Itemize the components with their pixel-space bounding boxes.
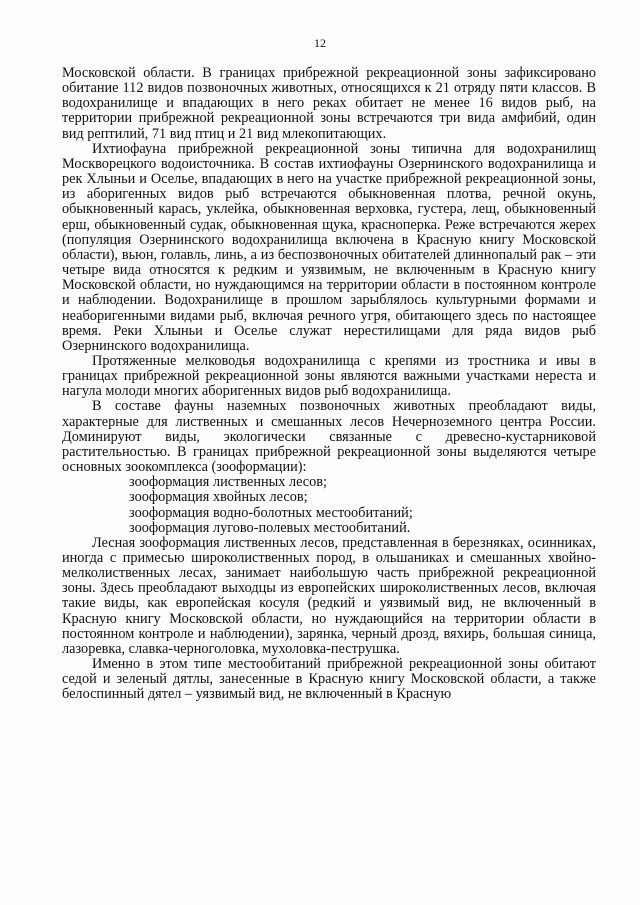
paragraph: Ихтиофауна прибрежной рекреационной зоны типична для водохранилищ Москворецкого водоисточника. В состав ихтиофауны Озернинского водохранилища и рек Хлыньи и Оселье, впадающих в него на участке прибрежной рекреационной зоны, из аборигенных видов рыб встречаются обыкновенная плотва, речной окунь, обыкновенный карась, уклейка, обыкновенная верховка, густера, лещ, обыкновенный ерш, обыкновенный судак, обыкновенная щука, красноперка. Реже встречаются жерех (популяция Озернинского водохранилища включена в Красную книгу Московской области), вьюн, голавль, линь, а из беспозвоночных обитателей длиннопалый рак – эти четыре вида относятся к редким и уязвимым, не включенным в Красную книгу Московской области, но нуждающимся на территории области в постоянном контроле и наблюдении. Водохранилище в прошлом зарыблялось культурными формами и неаборигенными видами рыб, включая речного угря, обитающего здесь по настоящее время. Реки Хлыньи и Оселье служат нерестилищами для ряда видов рыб Озернинского водохранилища.	[62, 140, 596, 354]
paragraph: Именно в этом типе местообитаний прибрежной рекреационной зоны обитают седой и зеленый дятлы, занесенные в Красную книгу Московской области, а также белоспинный дятел – уязвимый вид, не включенный в Красную	[62, 656, 596, 703]
page-number: 12	[314, 36, 326, 50]
list-item: зооформация лиственных лесов;	[129, 474, 328, 491]
paragraph: Протяженные мелководья водохранилища с крепями из тростника и ивы в границах прибрежной рекреационной зоны являются важными участками нереста и нагула молоди многих аборигенных видов рыб водохранилища.	[62, 352, 596, 400]
paragraph: Лесная зооформация лиственных лесов, представленная в березняках, осинниках, иногда с примесью широколиственных пород, в ольшаниках и смешанных хвойно-мелколиственных лесах, занимает наибольшую часть прибрежной рекреационной зоны. Здесь преобладают выходцы из европейских широколиственных лесов, включая такие виды, как европейская косуля (редкий и уязвимый вид, не включенный в Красную книгу Московской области, но нуждающийся на территории области в постоянном контроле и наблюдении), зарянка, черный дрозд, вяхирь, большая синица, лазоревка, славка-черноголовка, мухоловка-пеструшка.	[62, 534, 596, 657]
paragraph: Московской области. В границах прибрежной рекреационной зоны зафиксировано обитание 112 видов позвоночных животных, относящихся к 21 отряду пяти классов. В водохранилище и впадающих в него реках обитает не менее 16 видов рыб, на территории прибрежной рекреационной зоны встречаются три вида амфибий, один вид рептилий, 71 вид птиц и 21 вид млекопитающих.	[62, 65, 596, 142]
paragraph: В составе фауны наземных позвоночных животных преобладают виды, характерные для лиственных и смешанных лесов Нечерноземного центра России. Доминируют виды, экологически связанные с древесно-кустарниковой растительностью. В границах прибрежной рекреационной зоны выделяются четыре основных зоокомплекса (зооформации):	[62, 398, 596, 476]
list-item: зооформация хвойных лесов;	[129, 489, 308, 506]
document-body	[62, 66, 596, 703]
zooformation-list	[62, 475, 596, 536]
list-item: зооформация водно-болотных местообитаний;	[129, 504, 413, 521]
list-item: зооформация лугово-полевых местообитаний.	[129, 519, 411, 536]
